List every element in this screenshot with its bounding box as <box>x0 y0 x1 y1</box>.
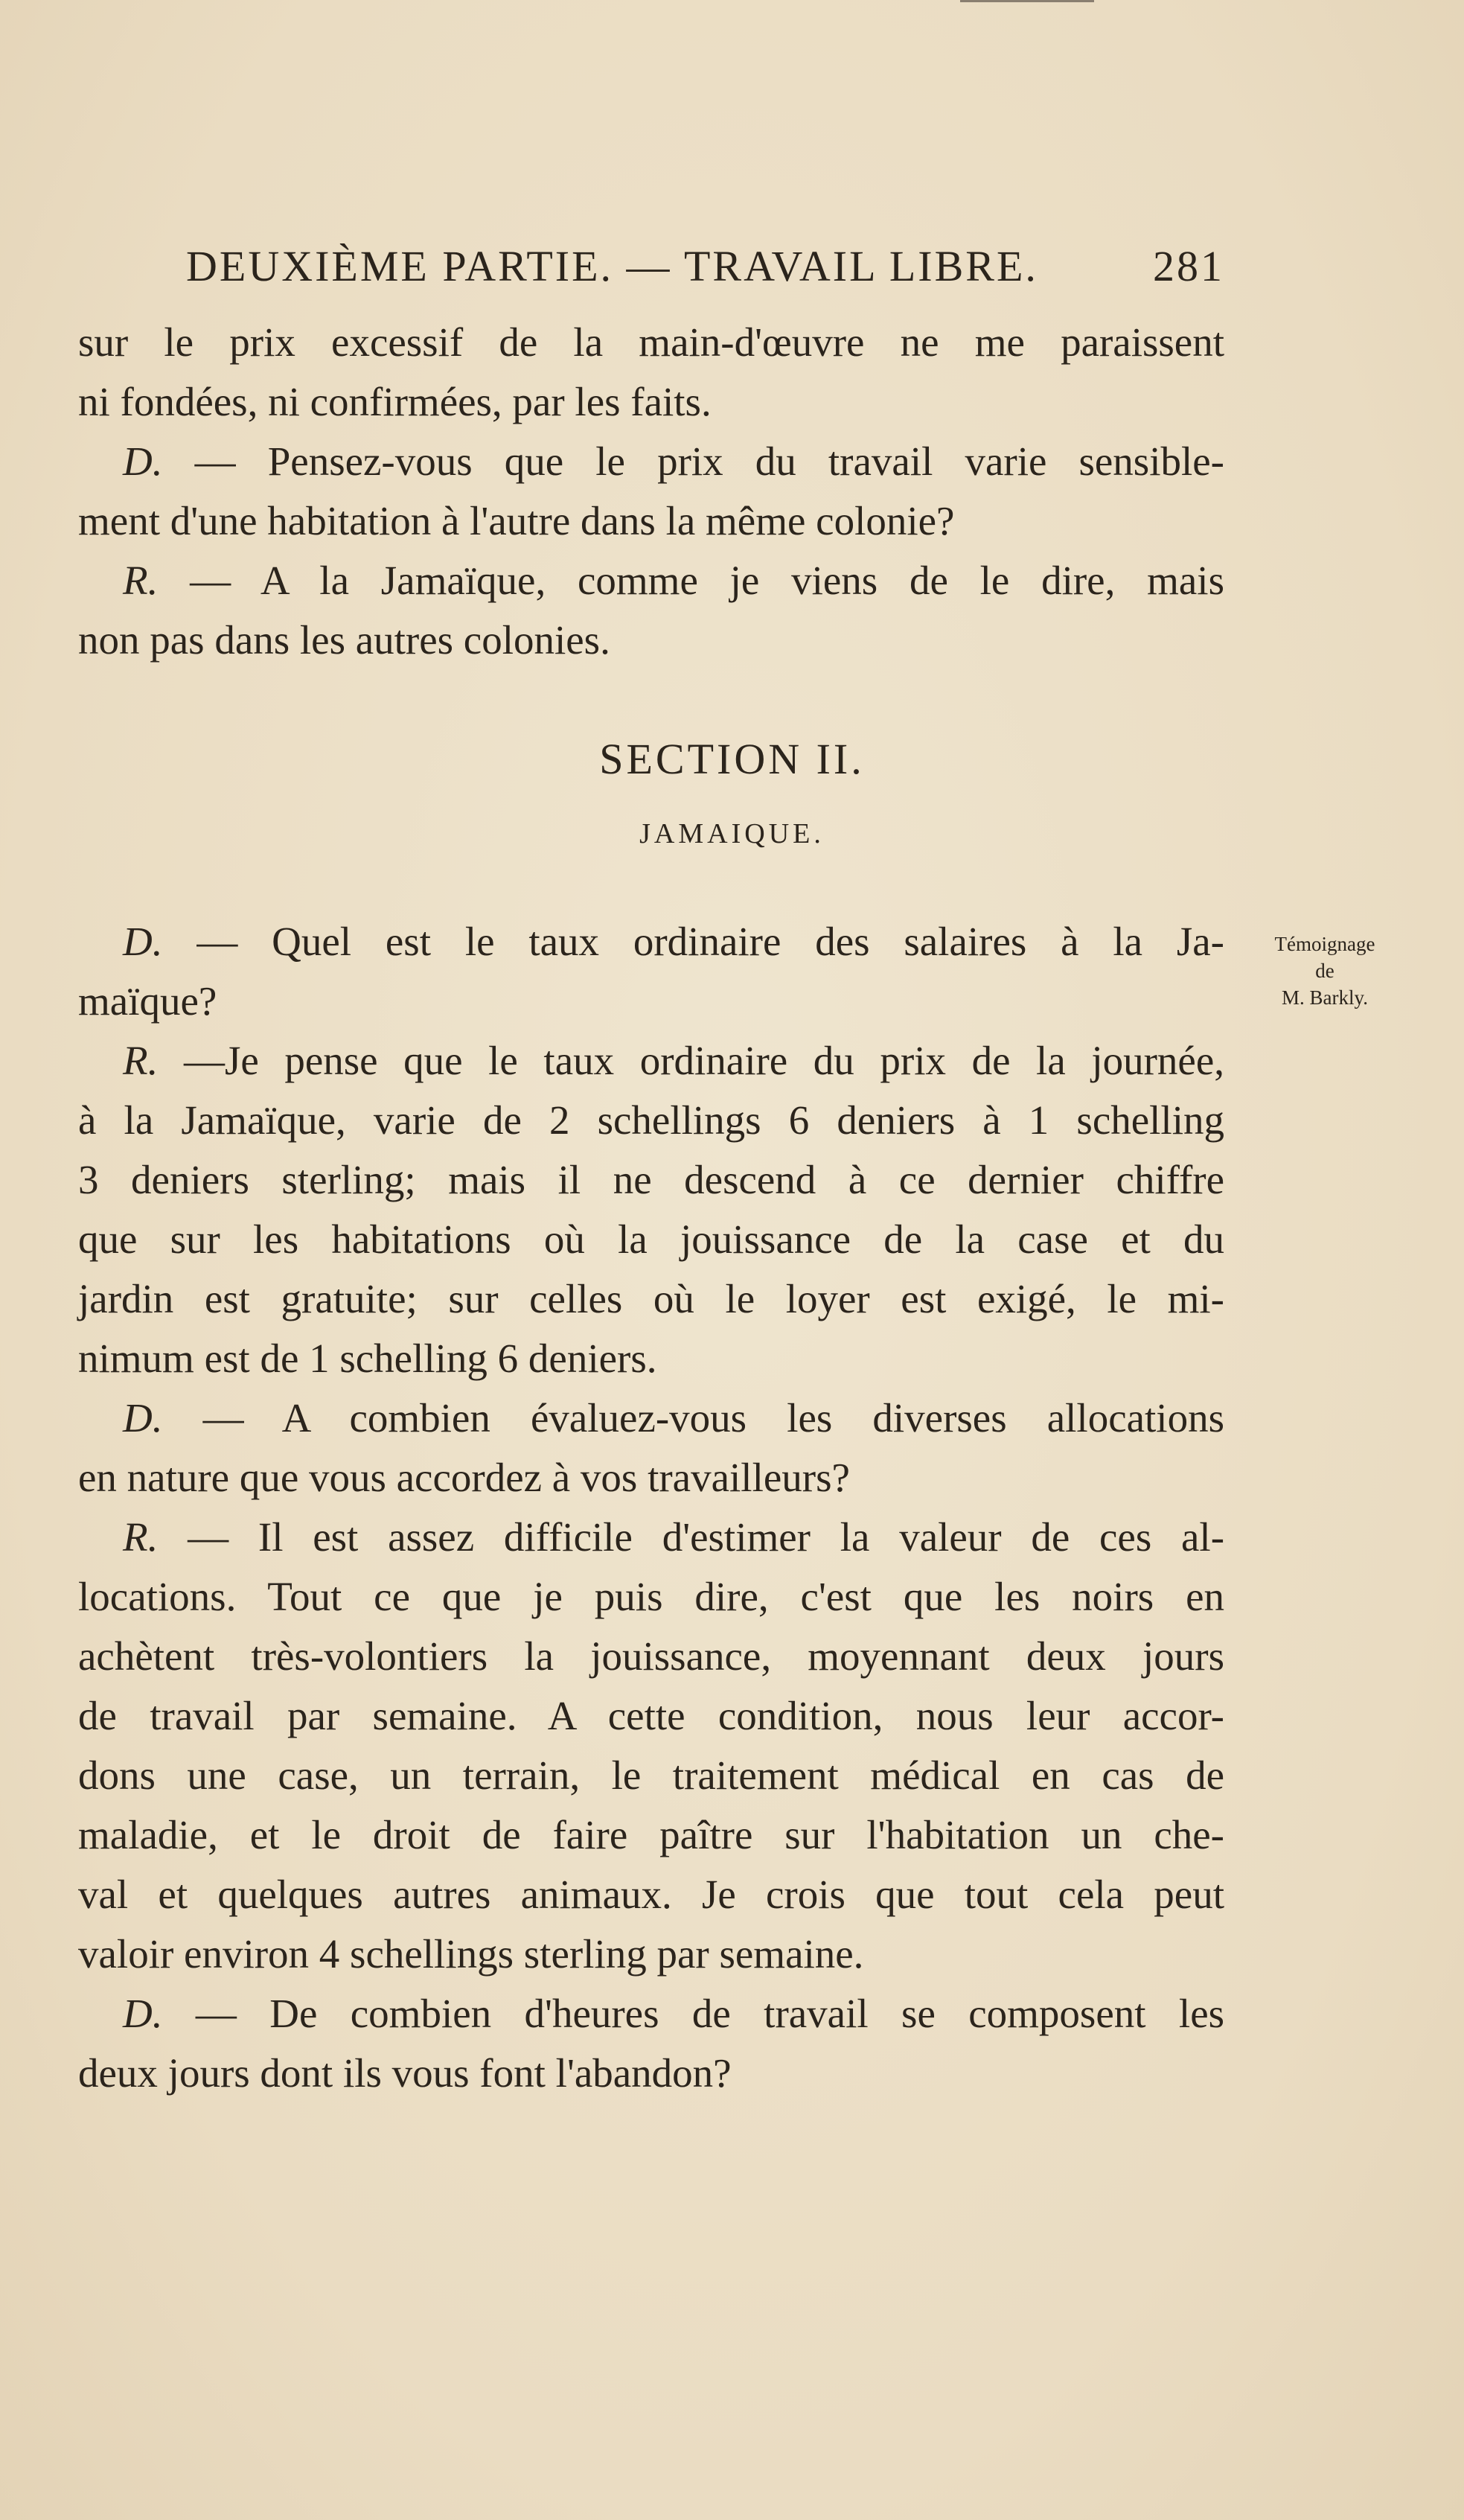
question-text: — De combien d'heures de travail se composent les <box>195 1991 1225 2036</box>
text-line: en nature que vous accordez à vos travailleurs? <box>78 1455 850 1500</box>
text-line: 3 deniers sterling; mais il ne descend à ce dernier chiffre <box>78 1157 1224 1202</box>
text-line: dons une case, un terrain, le traitement médical en cas de <box>78 1752 1224 1798</box>
section-title: SECTION II. <box>599 735 865 783</box>
answer-line <box>78 1508 1224 1567</box>
question-line <box>78 432 1224 491</box>
text-block-testimony <box>78 912 1224 2103</box>
running-head-title: DEUXIÈME PARTIE. — TRAVAIL LIBRE. <box>186 242 1038 290</box>
question-text: — Quel est le taux ordinaire des salaires à la Ja- <box>196 919 1225 964</box>
text-line: valoir environ 4 schellings sterling par semaine. <box>78 1931 864 1977</box>
text-line: maïque? <box>78 978 217 1024</box>
text-line: nimum est de 1 schelling 6 deniers. <box>78 1336 657 1381</box>
text-line: non pas dans les autres colonies. <box>78 617 610 663</box>
text-line: achètent très-volontiers la jouissance, moyennant deux jours <box>78 1633 1224 1679</box>
text-line: à la Jamaïque, varie de 2 schellings 6 deniers à 1 schelling <box>78 1097 1224 1143</box>
margin-note-line: M. Barkly. <box>1282 986 1368 1009</box>
text-line: ment d'une habitation à l'autre dans la même colonie? <box>78 498 955 543</box>
question-line <box>78 1388 1224 1448</box>
answer-line <box>78 1031 1224 1091</box>
speaker-label: D. <box>123 1991 163 2036</box>
text-line: maladie, et le droit de faire paître sur l'habitation un che- <box>78 1812 1224 1857</box>
question-text: — Pensez-vous que le prix du travail varie sensible- <box>194 438 1224 484</box>
text-block-continuation <box>78 313 1224 670</box>
speaker-label: R. <box>123 1038 159 1083</box>
answer-line <box>78 551 1224 610</box>
text-line: jardin est gratuite; sur celles où le loyer est exigé, le mi- <box>78 1276 1224 1321</box>
text-line: ni fondées, ni confirmées, par les faits. <box>78 379 712 424</box>
margin-note-line: de <box>1315 960 1334 982</box>
text-line: de travail par semaine. A cette condition, nous leur accor- <box>78 1693 1224 1738</box>
section-subtitle: JAMAIQUE. <box>639 818 825 849</box>
question-text: — A combien évaluez-vous les diverses allocations <box>202 1395 1224 1441</box>
text-line: sur le prix excessif de la main-d'œuvre ne me paraissent <box>78 319 1224 365</box>
margin-note-line: Témoignage <box>1274 933 1375 955</box>
page-number: 281 <box>1153 242 1224 290</box>
text-line: deux jours dont ils vous font l'abandon? <box>78 2050 732 2096</box>
answer-text: — Il est assez difficile d'estimer la valeur de ces al- <box>188 1514 1225 1560</box>
speaker-label: R. <box>123 1514 159 1560</box>
question-line <box>78 1984 1224 2044</box>
text-line: val et quelques autres animaux. Je crois que tout cela peut <box>78 1872 1224 1917</box>
top-edge-rule <box>960 0 1094 2</box>
speaker-label: D. <box>123 919 163 964</box>
margin-note <box>1239 931 1410 1011</box>
question-line <box>78 912 1224 972</box>
text-line: que sur les habitations où la jouissance de la case et du <box>78 1216 1224 1262</box>
speaker-label: D. <box>123 438 163 484</box>
running-head <box>186 237 1224 296</box>
answer-text: — A la Jamaïque, comme je viens de le dire, mais <box>190 558 1224 603</box>
text-line: locations. Tout ce que je puis dire, c'est que les noirs en <box>78 1574 1224 1619</box>
answer-text: —Je pense que le taux ordinaire du prix de la journée, <box>183 1038 1225 1083</box>
speaker-label: D. <box>123 1395 163 1441</box>
speaker-label: R. <box>123 558 159 603</box>
